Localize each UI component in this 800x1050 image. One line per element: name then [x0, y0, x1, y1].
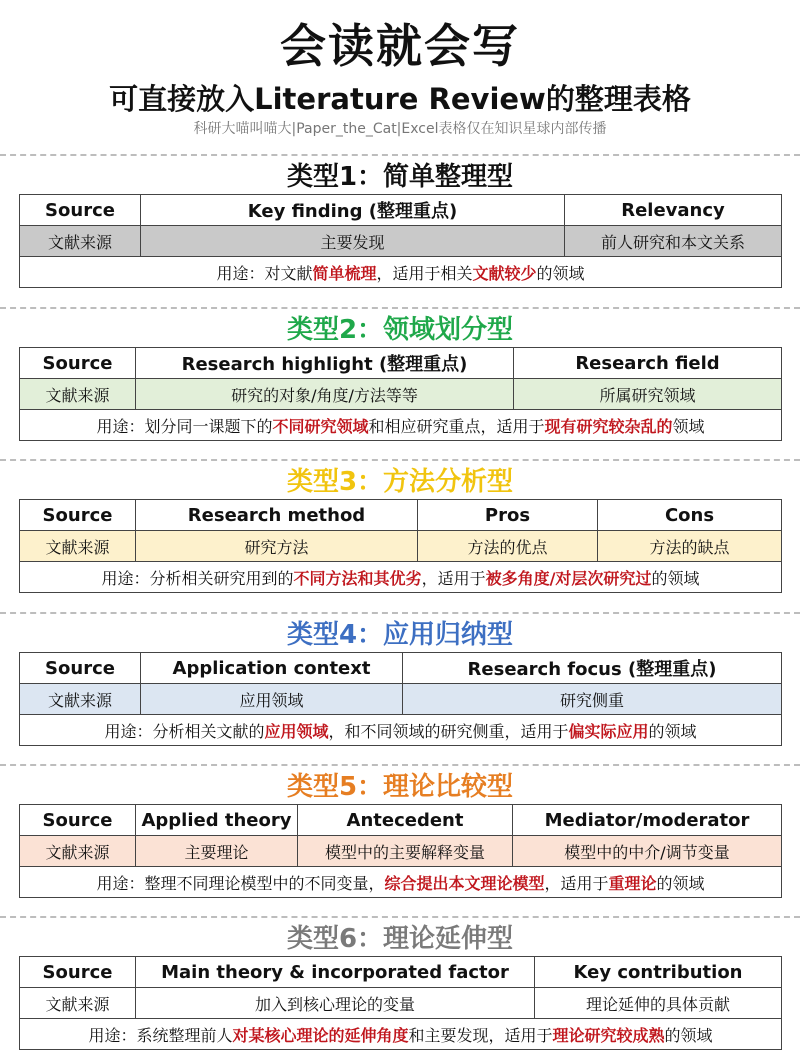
column-header: Research focus (整理重点) — [403, 653, 782, 684]
usage-text: 和主要发现，适用于 — [408, 1025, 553, 1045]
credit-line: 科研大喵叫喵大|Paper_the_Cat|Excel表格仅在知识星球内部传播 — [193, 121, 607, 137]
usage-text: 用途：系统整理前人 — [88, 1025, 233, 1045]
table-cell: 理论延伸的具体贡献 — [535, 988, 782, 1019]
literature-table — [19, 652, 782, 746]
table-cell: 模型中的主要解释变量 — [298, 836, 513, 867]
usage-highlight: 理论研究较成熟 — [552, 1025, 665, 1045]
table-cell: 方法的缺点 — [598, 531, 782, 562]
column-header: Application context — [141, 653, 403, 684]
usage-text: 用途：分析相关文献的 — [104, 721, 265, 741]
column-header: Applied theory — [136, 805, 298, 836]
column-header: Key contribution — [535, 957, 782, 988]
table-cell: 研究方法 — [136, 531, 418, 562]
table-cell: 模型中的中介/调节变量 — [513, 836, 782, 867]
usage-highlight: 对某核心理论的延伸角度 — [232, 1025, 409, 1045]
table-row — [20, 379, 782, 410]
table-cell: 方法的优点 — [418, 531, 598, 562]
column-header: Source — [20, 805, 136, 836]
usage-text: 用途：整理不同理论模型中的不同变量， — [96, 873, 385, 893]
usage-note — [20, 257, 782, 288]
usage-text: ，适用于 — [544, 873, 609, 893]
table-header-row — [20, 957, 782, 988]
column-header: Research highlight (整理重点) — [136, 348, 514, 379]
table-cell: 所属研究领域 — [514, 379, 782, 410]
usage-row — [20, 715, 782, 746]
usage-text: ，适用于 — [421, 568, 486, 588]
usage-row — [20, 867, 782, 898]
column-header: Research method — [136, 500, 418, 531]
usage-text: ，和不同领域的研究侧重，适用于 — [328, 721, 569, 741]
usage-text: 的领域 — [664, 1025, 713, 1045]
usage-note — [20, 867, 782, 898]
table-cell: 文献来源 — [20, 836, 136, 867]
section-title: 类型5：理论比较型 — [286, 772, 514, 802]
column-header: Key finding (整理重点) — [141, 195, 565, 226]
table-header-row — [20, 348, 782, 379]
section-divider — [0, 764, 800, 766]
table-row — [20, 226, 782, 257]
page-title: 会读就会写 — [280, 19, 520, 73]
literature-table — [19, 347, 782, 441]
table-header-row — [20, 805, 782, 836]
literature-table — [19, 499, 782, 593]
usage-text: 和相应研究重点，适用于 — [368, 416, 545, 436]
section-title: 类型4：应用归纳型 — [286, 620, 514, 650]
usage-highlight: 不同方法和其优劣 — [293, 568, 422, 588]
table-cell: 文献来源 — [20, 684, 141, 715]
column-header: Pros — [418, 500, 598, 531]
usage-highlight: 文献较少 — [472, 263, 537, 283]
section-divider — [0, 154, 800, 156]
column-header: Relevancy — [565, 195, 782, 226]
column-header: Source — [20, 500, 136, 531]
column-header: Main theory & incorporated factor — [136, 957, 535, 988]
usage-text: 用途：对文献 — [216, 263, 313, 283]
page-subtitle: 可直接放入Literature Review的整理表格 — [109, 82, 691, 116]
literature-table — [19, 956, 782, 1050]
usage-highlight: 被多角度/对层次研究过 — [485, 568, 652, 588]
table-cell: 文献来源 — [20, 988, 136, 1019]
usage-note — [20, 562, 782, 593]
usage-highlight: 应用领域 — [264, 721, 329, 741]
section-title: 类型6：理论延伸型 — [286, 924, 514, 954]
usage-row — [20, 1019, 782, 1050]
usage-row — [20, 410, 782, 441]
column-header: Cons — [598, 500, 782, 531]
table-cell: 加入到核心理论的变量 — [136, 988, 535, 1019]
usage-row — [20, 257, 782, 288]
usage-note — [20, 410, 782, 441]
usage-text: 领域 — [672, 416, 705, 436]
usage-highlight: 不同研究领域 — [272, 416, 369, 436]
table-cell: 文献来源 — [20, 226, 141, 257]
table-cell: 前人研究和本文关系 — [565, 226, 782, 257]
usage-text: 的领域 — [536, 263, 585, 283]
table-header-row — [20, 195, 782, 226]
usage-text: 的领域 — [648, 721, 697, 741]
usage-highlight: 综合提出本文理论模型 — [384, 873, 545, 893]
section-title: 类型2：领域划分型 — [286, 315, 514, 345]
section-divider — [0, 916, 800, 918]
table-header-row — [20, 500, 782, 531]
table-row — [20, 988, 782, 1019]
column-header: Source — [20, 195, 141, 226]
table-cell: 主要理论 — [136, 836, 298, 867]
table-cell: 文献来源 — [20, 531, 136, 562]
section-title: 类型3：方法分析型 — [286, 467, 514, 497]
section-divider — [0, 612, 800, 614]
usage-text: 用途：划分同一课题下的 — [96, 416, 273, 436]
table-cell: 应用领域 — [141, 684, 403, 715]
usage-text: 的领域 — [651, 568, 700, 588]
table-row — [20, 684, 782, 715]
table-cell: 研究的对象/角度/方法等等 — [136, 379, 514, 410]
literature-table — [19, 194, 782, 288]
column-header: Research field — [514, 348, 782, 379]
table-header-row — [20, 653, 782, 684]
column-header: Source — [20, 957, 136, 988]
column-header: Source — [20, 348, 136, 379]
usage-text: 用途：分析相关研究用到的 — [101, 568, 294, 588]
table-row — [20, 836, 782, 867]
section-divider — [0, 459, 800, 461]
usage-note — [20, 1019, 782, 1050]
usage-highlight: 重理论 — [608, 873, 657, 893]
usage-highlight: 现有研究较杂乱的 — [544, 416, 673, 436]
table-cell: 研究侧重 — [403, 684, 782, 715]
table-cell: 文献来源 — [20, 379, 136, 410]
table-row — [20, 531, 782, 562]
usage-note — [20, 715, 782, 746]
literature-table — [19, 804, 782, 898]
section-divider — [0, 307, 800, 309]
column-header: Source — [20, 653, 141, 684]
table-cell: 主要发现 — [141, 226, 565, 257]
column-header: Mediator/moderator — [513, 805, 782, 836]
column-header: Antecedent — [298, 805, 513, 836]
usage-highlight: 偏实际应用 — [568, 721, 649, 741]
usage-text: ，适用于相关 — [376, 263, 473, 283]
usage-highlight: 简单梳理 — [312, 263, 377, 283]
usage-row — [20, 562, 782, 593]
section-title: 类型1：简单整理型 — [286, 162, 514, 192]
usage-text: 的领域 — [656, 873, 705, 893]
